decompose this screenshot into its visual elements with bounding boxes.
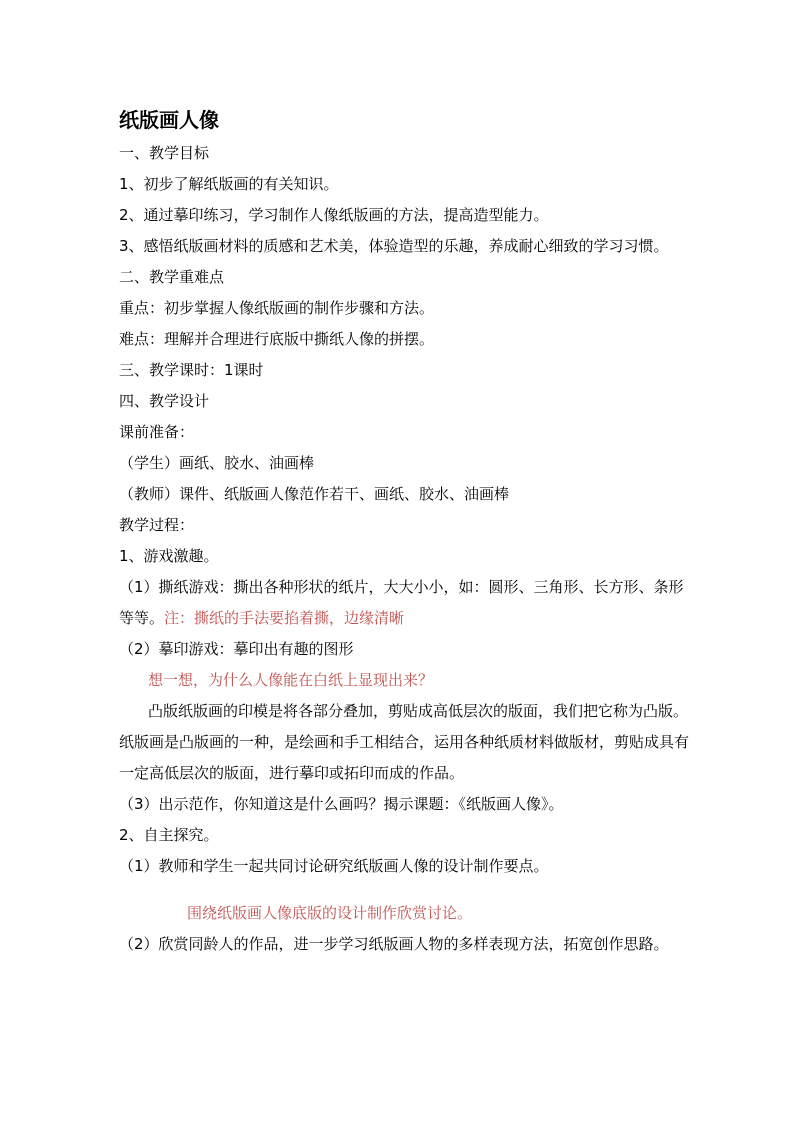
goal-1: 1、初步了解纸版画的有关知识。 [119, 175, 339, 193]
step-2-note: 围绕纸版画人像底版的设计制作欣赏讨论。 [187, 904, 473, 922]
prep-student: （学生）画纸、胶水、油画棒 [119, 454, 315, 472]
step-1-a-note: 注：撕纸的手法要掐着撕，边缘清晰 [164, 609, 405, 627]
section-heading-keypoints: 二、教学重难点 [119, 268, 225, 286]
step-2-a: （1）教师和学生一起共同讨论研究纸版画人像的设计制作要点。 [119, 857, 549, 875]
page-title: 纸版画人像 [119, 108, 219, 132]
step-1-a [119, 572, 689, 634]
step-1-b: （2）摹印游戏：摹印出有趣的图形 [119, 640, 354, 658]
step-1-heading: 1、游戏激趣。 [119, 547, 219, 565]
document-body [119, 104, 689, 960]
step-1-c: （3）出示范作，你知道这是什么画吗？揭示课题：《纸版画人像》。 [119, 795, 564, 813]
step-2-heading: 2、自主探究。 [119, 826, 219, 844]
explanation-paragraph: 凸版纸版画的印模是将各部分叠加，剪贴成高低层次的版面，我们把它称为凸版。纸版画是凸版画的一种，是绘画和手工相结合，运用各种纸质材料做版材，剪贴成具有一定高低层次的版面，进行摹印或拓印而成的作品。 [119, 702, 690, 782]
goal-3: 3、感悟纸版画材料的质感和艺术美，体验造型的乐趣，养成耐心细致的学习习惯。 [119, 237, 669, 255]
section-heading-hours: 三、教学课时：1课时 [119, 361, 264, 379]
prep-label: 课前准备： [119, 423, 195, 441]
key-point: 重点：初步掌握人像纸版画的制作步骤和方法。 [119, 299, 435, 317]
section-heading-design: 四、教学设计 [119, 392, 210, 410]
step-1-a-text: （1）撕纸游戏：撕出各种形状的纸片，大大小小，如：圆形、三角形、长方形、条形等等。 [119, 578, 684, 627]
difficult-point: 难点：理解并合理进行底版中撕纸人像的拼摆。 [119, 330, 435, 348]
prep-teacher: （教师）课件、纸版画人像范作若干、画纸、胶水、油画棒 [119, 485, 510, 503]
goal-2: 2、通过摹印练习，学习制作人像纸版画的方法，提高造型能力。 [119, 206, 549, 224]
process-label: 教学过程： [119, 516, 195, 534]
section-heading-goals: 一、教学目标 [119, 144, 210, 162]
step-2-b: （2）欣赏同龄人的作品，进一步学习纸版画人物的多样表现方法，拓宽创作思路。 [119, 935, 669, 953]
think-question: 想一想，为什么人像能在白纸上显现出来？ [148, 671, 434, 689]
